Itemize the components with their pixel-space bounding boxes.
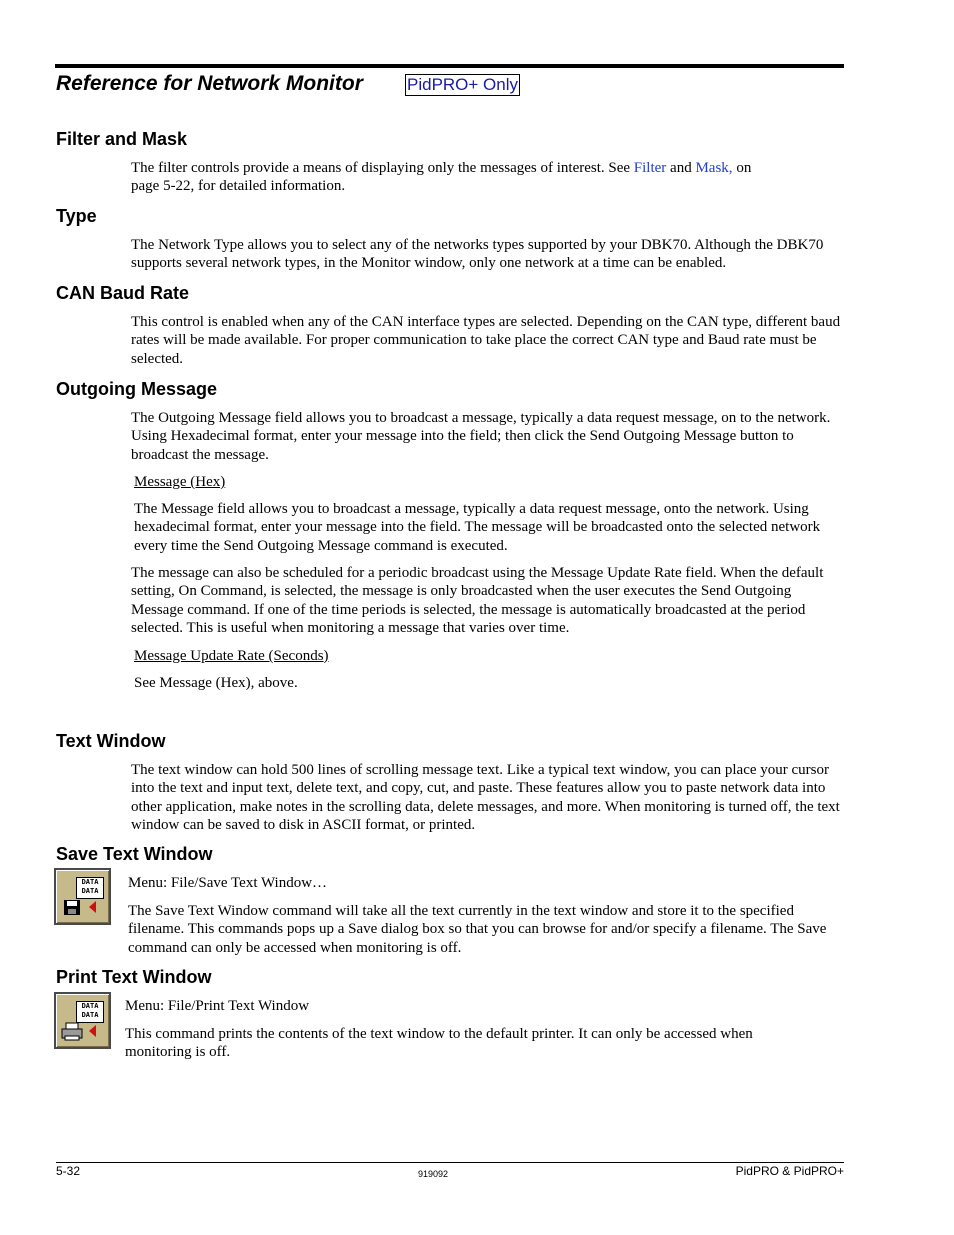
heading-can-baud-rate: CAN Baud Rate xyxy=(56,283,190,303)
heading-save-text-window: Save Text Window xyxy=(56,844,213,864)
footer-doc-number: 919092 xyxy=(418,1169,449,1179)
save-text-window-icon xyxy=(54,868,111,925)
outgoing-paragraph: The Outgoing Message field allows you to broadcast a message, typically a data request message, on to the network. Using Hexadecimal format, enter your message into the field; then click the Send Outgoing Message button to broadcast the message. xyxy=(131,410,831,463)
filter-text-b: and xyxy=(666,160,696,176)
save-menu-path: Menu: File/Save Text Window… xyxy=(128,875,328,891)
subheading-message-hex: Message (Hex) xyxy=(134,474,226,490)
type-paragraph: The Network Type allows you to select any of the networks types supported by your DBK70. Although the DBK70 supports several network types, in the Monitor window, only one network at a time can be enabled. xyxy=(131,237,824,272)
filter-paragraph xyxy=(131,159,843,196)
heading-filter-and-mask: Filter and Mask xyxy=(56,129,188,149)
subheading-message-update-rate: Message Update Rate (Seconds) xyxy=(134,648,329,664)
print-paragraph: This command prints the contents of the text window to the default printer. It can only be accessed when monitoring is off. xyxy=(125,1026,753,1061)
text-window-paragraph: The text window can hold 500 lines of scrolling message text. Like a typical text window, you can place your cursor into the text and input text, delete text, and copy, cut, and paste. These features allow you to paste network data into other application, make notes in the scrolling data, delete messages, and more. When monitoring is turned off, the text window can be saved to disk in ASCII format, or printed. xyxy=(131,762,840,833)
print-menu-path: Menu: File/Print Text Window xyxy=(125,998,310,1014)
message-update-rate-paragraph: See Message (Hex), above. xyxy=(134,675,298,691)
footer-rule xyxy=(56,1162,844,1163)
message-hex-paragraph: The Message field allows you to broadcast a message, typically a data request message, onto the network. Using hexadecimal format, enter your message into the field. The message will be broadcasted onto the selected network every time the Send Outgoing Message command is executed. xyxy=(134,501,821,554)
print-text-window-icon xyxy=(54,992,111,1049)
filter-text-a: The filter controls provide a means of displaying only the messages of interest. See xyxy=(131,160,634,176)
data-label: DATA DATA xyxy=(76,1001,104,1023)
save-paragraph: The Save Text Window command will take all the text currently in the text window and store it to the specified filename. This commands pops up a Save dialog box so that you can browse for and/or specify a filename. The Save command can only be accessed when monitoring is off. xyxy=(128,903,827,956)
heading-print-text-window: Print Text Window xyxy=(56,967,212,987)
heading-text-window: Text Window xyxy=(56,731,166,751)
footer-page-number: 5-32 xyxy=(56,1164,81,1178)
mask-link[interactable]: Mask, xyxy=(695,160,733,176)
filter-text-c: on xyxy=(732,160,752,176)
message-schedule-paragraph: The message can also be scheduled for a periodic broadcast using the Message Update Rate field. When the default setting, On Command, is selected, the message is only broadcasted when the user executes the Send Outgoing Message command. If one of the time periods is selected, the message is automatically broadcasted at the period selected. This is useful when monitoring a message that varies over time. xyxy=(131,565,824,636)
page-title: Reference for Network Monitor xyxy=(56,72,363,95)
can-paragraph: This control is enabled when any of the CAN interface types are selected. Depending on the CAN type, different baud rates will be made available. For proper communication to take place the correct CAN type and Baud rate must be selected. xyxy=(131,314,841,367)
data-label: DATA DATA xyxy=(76,877,104,899)
heading-outgoing-message: Outgoing Message xyxy=(56,379,218,399)
heading-type: Type xyxy=(56,206,97,226)
printer-icon xyxy=(56,994,109,1047)
pidpro-only-badge: PidPRO+ Only xyxy=(407,75,519,94)
filter-text-line2: page 5-22, for detailed information. xyxy=(131,178,346,195)
top-rule xyxy=(55,64,844,68)
footer-product: PidPRO & PidPRO+ xyxy=(735,1164,844,1178)
floppy-disk-icon xyxy=(56,870,109,923)
filter-link[interactable]: Filter xyxy=(633,160,667,176)
